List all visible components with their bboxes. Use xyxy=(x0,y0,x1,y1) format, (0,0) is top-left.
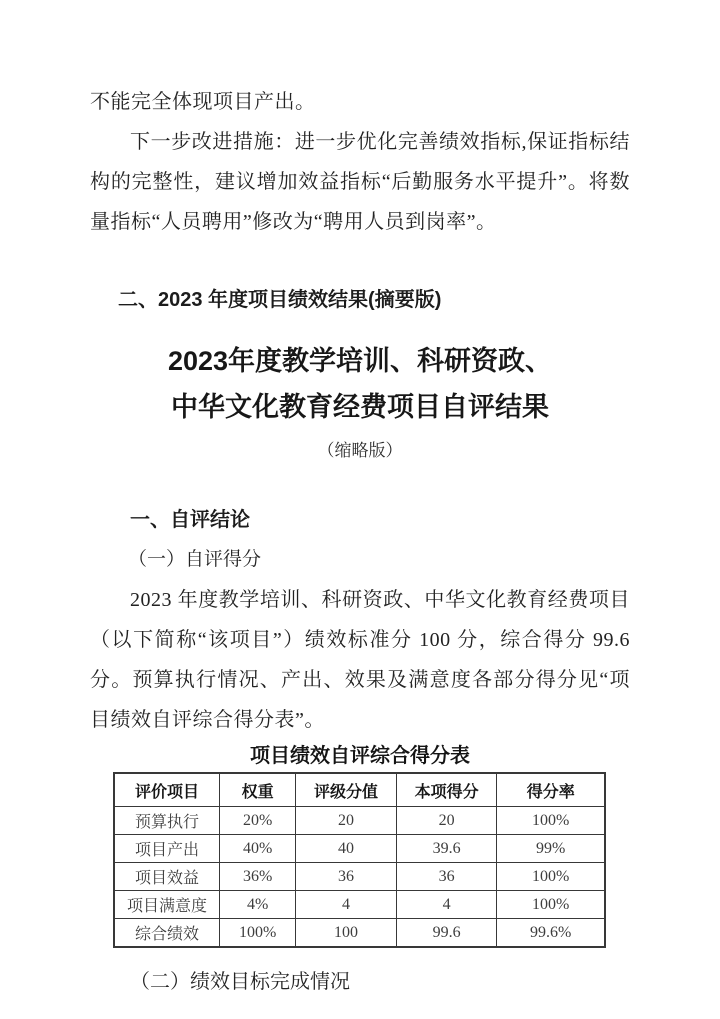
table-row xyxy=(114,863,605,891)
cell-rate: 100% xyxy=(497,863,605,891)
score-table-title: 项目绩效自评综合得分表 xyxy=(250,745,470,767)
cell-rate: 99.6% xyxy=(497,919,605,948)
report-title-line1: 2023年度教学培训、科研资政、 xyxy=(167,346,553,376)
cell-grade: 4 xyxy=(296,891,397,919)
report-title-line2: 中华文化教育经费项目自评结果 xyxy=(171,392,549,422)
table-row xyxy=(114,919,605,948)
score-table-header-score-rate: 得分率 xyxy=(497,773,605,807)
score-table-header-grade-value: 评级分值 xyxy=(296,773,397,807)
cell-grade: 36 xyxy=(296,863,397,891)
subsection-heading-target-completion: （二）绩效目标完成情况 xyxy=(130,971,350,993)
cell-grade: 100 xyxy=(296,919,397,948)
cell-weight: 4% xyxy=(220,891,296,919)
cell-rate: 99% xyxy=(497,835,605,863)
score-table-header-row xyxy=(114,773,605,807)
section-heading-results-summary: 二、2023 年度项目绩效结果(摘要版) xyxy=(118,289,442,311)
table-row xyxy=(114,891,605,919)
cell-rate: 100% xyxy=(497,807,605,835)
score-table xyxy=(113,772,606,948)
cell-weight: 20% xyxy=(220,807,296,835)
section-heading-self-evaluation-conclusion: 一、自评结论 xyxy=(130,509,250,531)
cell-score: 99.6 xyxy=(396,919,497,948)
score-table-header-item-score: 本项得分 xyxy=(396,773,497,807)
paragraph-score-summary: 2023 年度教学培训、科研资政、中华文化教育经费项目（以下简称“该项目”）绩效标准分 100 分，综合得分 99.6 分。预算执行情况、产出、效果及满意度各部分得分见“项目绩效自评综合得分表”。 xyxy=(90,589,630,731)
table-row xyxy=(114,835,605,863)
paragraph-improvement-measures: 下一步改进措施：进一步优化完善绩效指标,保证指标结构的完整性，建议增加效益指标“后勤服务水平提升”。将数量指标“人员聘用”修改为“聘用人员到岗率”。 xyxy=(90,131,630,233)
cell-weight: 100% xyxy=(220,919,296,948)
cell-rate: 100% xyxy=(497,891,605,919)
cell-score: 36 xyxy=(396,863,497,891)
table-row xyxy=(114,807,605,835)
report-subtitle: （缩略版） xyxy=(317,441,403,460)
cell-score: 20 xyxy=(396,807,497,835)
cell-score: 4 xyxy=(396,891,497,919)
report-title xyxy=(90,338,630,430)
cell-grade: 20 xyxy=(296,807,397,835)
cell-item: 项目产出 xyxy=(114,835,220,863)
cell-item: 项目满意度 xyxy=(114,891,220,919)
subsection-heading-self-evaluation-score: （一）自评得分 xyxy=(128,549,262,570)
cell-grade: 40 xyxy=(296,835,397,863)
cell-weight: 40% xyxy=(220,835,296,863)
score-table-header-item: 评价项目 xyxy=(114,773,220,807)
cell-item: 预算执行 xyxy=(114,807,220,835)
score-table-header-weight: 权重 xyxy=(220,773,296,807)
cell-weight: 36% xyxy=(220,863,296,891)
cell-item: 项目效益 xyxy=(114,863,220,891)
cell-item: 综合绩效 xyxy=(114,919,220,948)
paragraph-continuation: 不能完全体现项目产出。 xyxy=(90,91,316,113)
cell-score: 39.6 xyxy=(396,835,497,863)
